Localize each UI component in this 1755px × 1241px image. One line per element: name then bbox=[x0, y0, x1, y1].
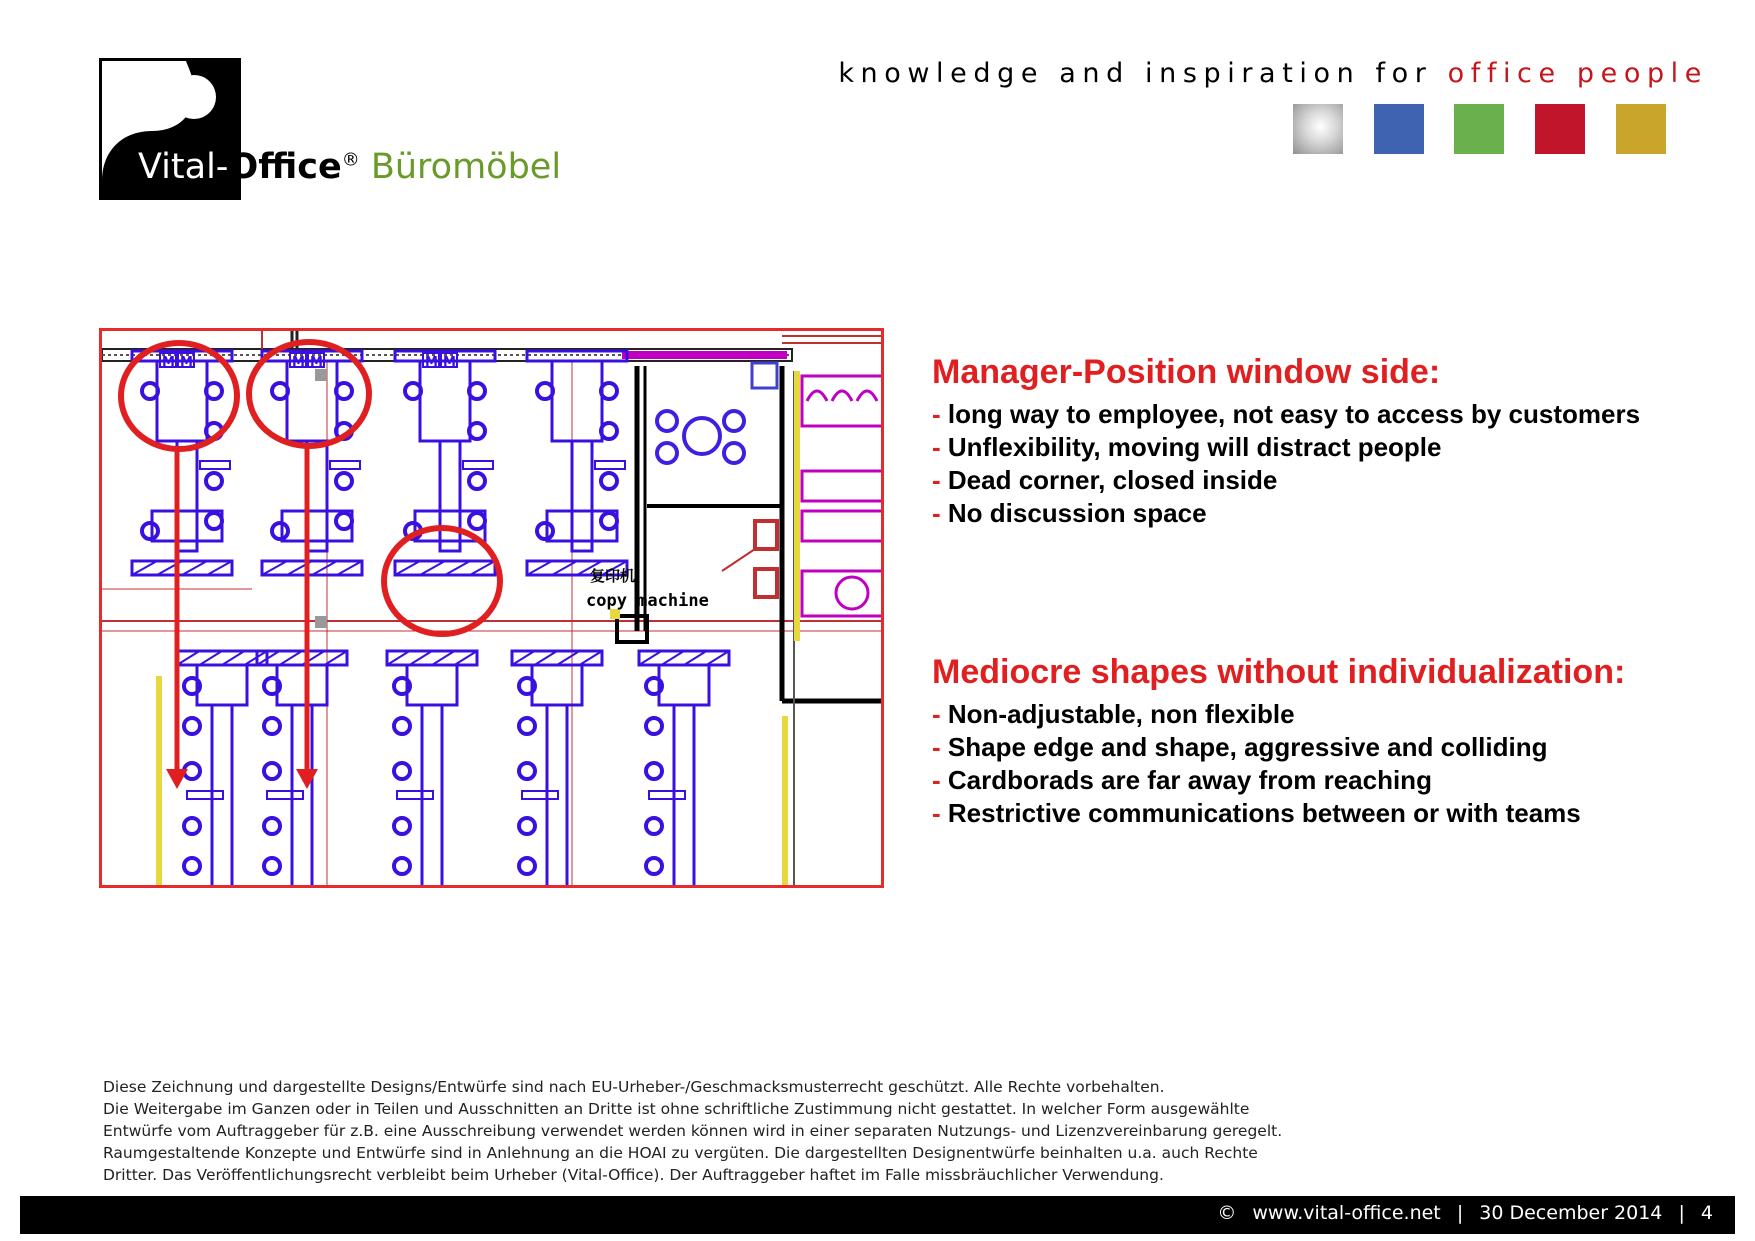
list-item: - Shape edge and shape, aggressive and colliding bbox=[932, 732, 1548, 762]
list-item: - Non-adjustable, non flexible bbox=[932, 699, 1295, 729]
desk bbox=[157, 361, 207, 441]
desk-edge bbox=[200, 461, 230, 469]
floor-plan-drawing bbox=[102, 331, 884, 888]
disclaimer-line: Entwürfe vom Auftraggeber für z.B. eine Ausschreibung verwendet werden können wird in einer separaten Nutzungs- und Lizenzvereinbarung geregelt. bbox=[103, 1122, 1283, 1140]
storage-cabinet bbox=[132, 561, 232, 575]
chair-icon bbox=[519, 763, 535, 779]
mediocre-shapes-list bbox=[932, 698, 1625, 830]
storage-cabinet bbox=[257, 651, 347, 665]
chair-icon bbox=[394, 718, 410, 734]
manager-label: M bbox=[425, 355, 438, 370]
storage-hatch bbox=[132, 561, 157, 575]
chair-icon bbox=[264, 763, 280, 779]
desk-edge bbox=[463, 461, 493, 469]
floor-plan bbox=[99, 328, 884, 888]
storage-hatch bbox=[420, 561, 445, 575]
tagline-accent: office people bbox=[1447, 58, 1708, 89]
manager-label: M bbox=[310, 355, 323, 370]
list-item: - No discussion space bbox=[932, 498, 1207, 528]
storage-hatch bbox=[580, 651, 603, 665]
storage-hatch bbox=[527, 561, 552, 575]
manager-position-section bbox=[932, 352, 1640, 530]
chair-icon bbox=[272, 523, 288, 539]
manager-label: M bbox=[162, 355, 175, 370]
storage-hatch bbox=[387, 651, 410, 665]
swatch-silver bbox=[1293, 104, 1343, 154]
storage-cabinet bbox=[395, 561, 495, 575]
chair-icon bbox=[537, 523, 553, 539]
footer-bar bbox=[20, 1196, 1735, 1234]
storage-hatch bbox=[410, 651, 433, 665]
brand-word-office: Office bbox=[228, 147, 342, 187]
chair-icon bbox=[394, 763, 410, 779]
desk-edge bbox=[522, 791, 558, 799]
list-item: - Unflexibility, moving will distract people bbox=[932, 432, 1442, 462]
desk bbox=[277, 665, 327, 705]
disclaimer-line: Raumgestaltende Konzepte und Entwürfe sind in Anlehnung an die HOAI zu vergüten. Die dargestellten Designentwürfe beinhalten u.a. auch Rechte bbox=[103, 1144, 1258, 1162]
chair-icon bbox=[264, 818, 280, 834]
storage-hatch bbox=[207, 561, 232, 575]
desk-edge bbox=[330, 461, 360, 469]
chair-icon bbox=[601, 473, 617, 489]
chair-icon bbox=[646, 858, 662, 874]
desk bbox=[440, 441, 460, 551]
desk bbox=[420, 361, 470, 441]
storage-hatch bbox=[182, 561, 207, 575]
manager-label: M bbox=[180, 355, 193, 370]
desk-edge bbox=[595, 461, 625, 469]
chair-icon bbox=[646, 718, 662, 734]
storage-hatch bbox=[470, 561, 495, 575]
mediocre-shapes-title: Mediocre shapes without individualization: bbox=[932, 653, 1626, 691]
chair-icon bbox=[469, 473, 485, 489]
storage-hatch bbox=[639, 651, 662, 665]
footer-date: 30 December 2014 bbox=[1479, 1202, 1663, 1224]
footer-separator: | bbox=[1678, 1202, 1685, 1224]
storage-hatch bbox=[662, 651, 685, 665]
tagline-prefix: knowledge and inspiration for bbox=[838, 58, 1448, 89]
desk-edge bbox=[397, 791, 433, 799]
desk bbox=[197, 665, 247, 705]
storage-hatch bbox=[177, 651, 200, 665]
arrow-2-head bbox=[296, 769, 318, 789]
chair-icon bbox=[206, 513, 222, 529]
storage-cabinet bbox=[639, 651, 729, 665]
swatch-blue bbox=[1374, 104, 1424, 154]
chair-icon bbox=[519, 858, 535, 874]
copy-machine-label bbox=[586, 567, 709, 611]
desk bbox=[572, 441, 592, 551]
chair-icon bbox=[394, 858, 410, 874]
storage-cabinet bbox=[262, 561, 362, 575]
disclaimer-line: Dritter. Das Veröffentlichungsrecht verbleibt beim Urheber (Vital-Office). Der Auftraggeber haftet im Falle missbräuchlicher Verwendung. bbox=[103, 1166, 1164, 1184]
manager-position-title: Manager-Position window side: bbox=[932, 353, 1441, 391]
copyright-symbol: © bbox=[1217, 1202, 1237, 1224]
registered-mark: ® bbox=[341, 149, 360, 171]
desk-edge bbox=[267, 791, 303, 799]
storage-hatch bbox=[200, 651, 223, 665]
mediocre-shapes-section bbox=[932, 652, 1625, 830]
chair-icon bbox=[336, 473, 352, 489]
chair-icon bbox=[184, 858, 200, 874]
storage-hatch bbox=[535, 651, 558, 665]
chair-icon bbox=[206, 473, 222, 489]
desk bbox=[287, 361, 337, 441]
storage-cabinet bbox=[512, 651, 602, 665]
storage-hatch bbox=[432, 651, 455, 665]
footer-separator: | bbox=[1456, 1202, 1464, 1224]
disclaimer-line: Die Weitergabe im Ganzen oder in Teilen und Ausschnitten an Dritte ist ohne schriftliche Zustimmung nicht gestattet. In welcher Form ausgewählte bbox=[103, 1100, 1250, 1118]
chair-icon bbox=[646, 763, 662, 779]
chair-icon bbox=[601, 513, 617, 529]
copyright-disclaimer bbox=[103, 1076, 1283, 1186]
storage-cabinet bbox=[177, 651, 267, 665]
chair-icon bbox=[264, 858, 280, 874]
website-link[interactable]: www.vital-office.net bbox=[1252, 1202, 1441, 1224]
storage-hatch bbox=[445, 561, 470, 575]
copy-machine-label-cn: 复印机 bbox=[590, 567, 636, 585]
storage-hatch bbox=[262, 561, 287, 575]
chair-icon bbox=[646, 818, 662, 834]
highlight-circle-3 bbox=[384, 528, 500, 634]
storage-hatch bbox=[455, 651, 478, 665]
storage-cabinet bbox=[387, 651, 477, 665]
page-number: 4 bbox=[1700, 1202, 1713, 1224]
storage-hatch bbox=[512, 651, 535, 665]
storage-hatch bbox=[280, 651, 303, 665]
manager-position-list bbox=[932, 398, 1640, 530]
list-item: - Restrictive communications between or with teams bbox=[932, 798, 1581, 828]
chair-icon bbox=[142, 523, 158, 539]
tagline bbox=[838, 58, 1708, 89]
desk bbox=[407, 665, 457, 705]
list-item: - Cardborads are far away from reaching bbox=[932, 765, 1432, 795]
swatch-green bbox=[1454, 104, 1504, 154]
chair-icon bbox=[184, 818, 200, 834]
list-item: - Dead corner, closed inside bbox=[932, 465, 1278, 495]
brand-name bbox=[138, 147, 562, 187]
manager-label: M bbox=[292, 355, 305, 370]
desk bbox=[532, 665, 582, 705]
storage-hatch bbox=[684, 651, 707, 665]
chair-icon bbox=[184, 718, 200, 734]
chair-icon bbox=[394, 818, 410, 834]
swatch-gold bbox=[1616, 104, 1666, 154]
swatch-red bbox=[1535, 104, 1585, 154]
storage-hatch bbox=[552, 561, 577, 575]
desk-edge bbox=[649, 791, 685, 799]
chair-icon bbox=[519, 818, 535, 834]
desk bbox=[177, 441, 197, 551]
storage-hatch bbox=[557, 651, 580, 665]
storage-hatch bbox=[312, 561, 337, 575]
desk bbox=[552, 361, 602, 441]
storage-hatch bbox=[325, 651, 348, 665]
desk bbox=[307, 441, 327, 551]
manager-label: M bbox=[443, 355, 456, 370]
storage-hatch bbox=[707, 651, 730, 665]
desk bbox=[659, 665, 709, 705]
storage-hatch bbox=[222, 651, 245, 665]
footer-text bbox=[1207, 1202, 1713, 1224]
chair-icon bbox=[336, 513, 352, 529]
chair-icon bbox=[519, 718, 535, 734]
disclaimer-line: Diese Zeichnung und dargestellte Designs/Entwürfe sind nach EU-Urheber-/Geschmacksmusterrecht geschützt. Alle Rechte vorbehalten. bbox=[103, 1078, 1165, 1096]
storage-hatch bbox=[395, 561, 420, 575]
list-item: - long way to employee, not easy to access by customers bbox=[932, 399, 1641, 429]
brand-word-vital: Vital- bbox=[138, 147, 229, 187]
chair-icon bbox=[264, 718, 280, 734]
chair-icon bbox=[469, 513, 485, 529]
brand-word-bueromoebel: Büromöbel bbox=[370, 147, 562, 187]
desk-edge bbox=[187, 791, 223, 799]
copy-machine-label-en: copy machine bbox=[586, 591, 709, 611]
storage-hatch bbox=[337, 561, 362, 575]
arrow-1-head bbox=[166, 769, 188, 789]
